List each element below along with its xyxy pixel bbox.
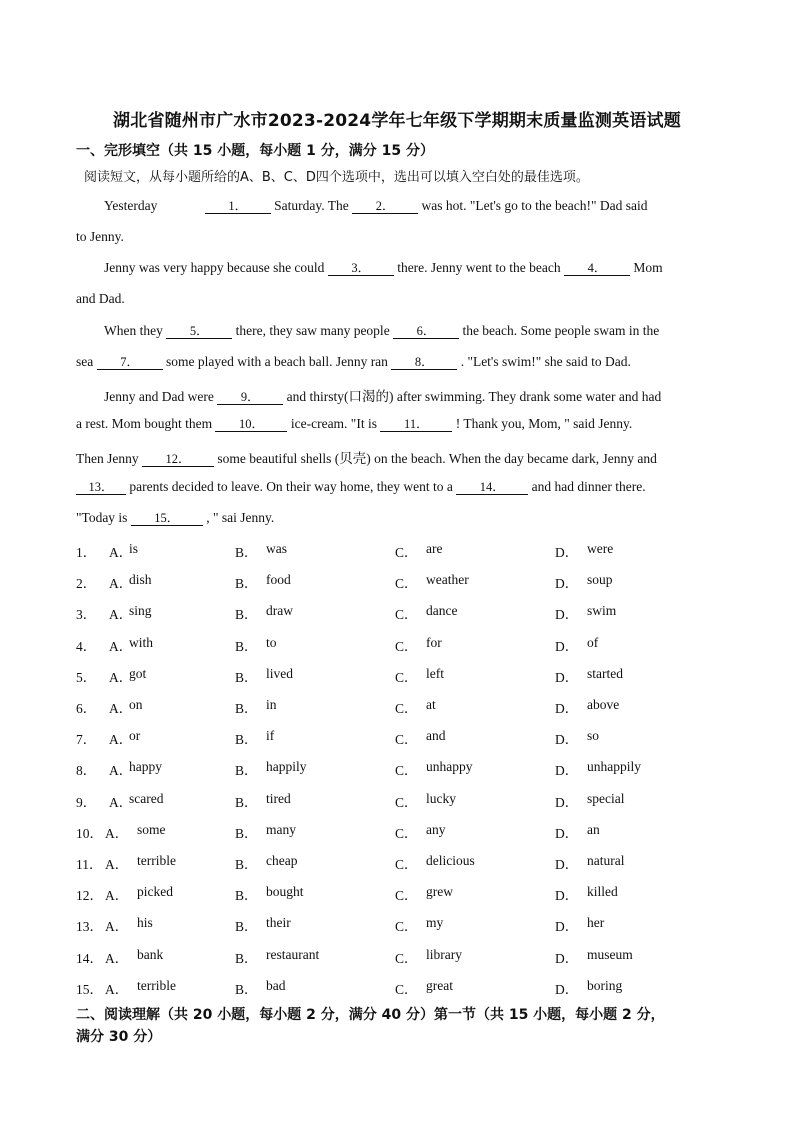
option-text-c: weather (426, 572, 469, 588)
option-letter-c: C． (395, 732, 418, 748)
option-text-d: swim (587, 603, 617, 619)
option-letter-d: D． (555, 638, 579, 654)
option-letter-d: D． (555, 732, 579, 748)
option-text-d: were (587, 541, 614, 556)
option-text-c: my (426, 915, 444, 931)
option-letter-d: D． (555, 763, 579, 779)
option-text-b: tired (266, 790, 291, 806)
option-letter-c: C． (395, 638, 418, 654)
option-text-b: to (266, 634, 277, 650)
question-number: 7． (76, 732, 97, 748)
section2-heading: 二、阅读理解（共 20 小题，每小题 2 分，满分 40 分）第一节（共 15 小题，每小题 2 分， (76, 1007, 665, 1023)
option-text-b: was (266, 541, 287, 556)
option-letter-b: B． (235, 794, 258, 810)
option-text-d: natural (587, 853, 625, 868)
question-number: 6． (76, 701, 97, 716)
option-letter-c: C． (395, 981, 418, 997)
option-text-b: their (266, 915, 291, 931)
option-text-d: of (587, 634, 599, 650)
option-letter-c: C． (395, 888, 418, 904)
blank-1: 1． (205, 199, 271, 214)
option-text-a: picked (137, 884, 173, 900)
option-text-c: for (426, 634, 442, 650)
option-letter-a: A． (109, 576, 133, 592)
blank-2: 2． (352, 199, 418, 214)
blank-13: 13． (76, 480, 126, 495)
passage-line: sea 7． some played with a beach ball. Jenny ran 8． . "Let's swim!" she said to Dad. (76, 354, 631, 369)
option-letter-c: C． (395, 701, 418, 716)
option-text-d: her (587, 915, 605, 931)
blank-9: 9． (217, 390, 283, 405)
passage-line: Jenny and Dad were 9． and thirsty(口渴的) after swimming. They drank some water and had (104, 389, 662, 404)
option-letter-b: B． (235, 638, 258, 654)
option-text-c: and (426, 728, 446, 744)
option-letter-b: B． (235, 857, 258, 872)
option-text-d: special (587, 790, 625, 806)
option-letter-b: B． (235, 950, 258, 966)
blank-3: 3． (328, 261, 394, 276)
blank-14: 14． (456, 480, 528, 495)
option-letter-a: A． (109, 794, 133, 810)
option-text-c: are (426, 541, 443, 556)
option-letter-d: D． (555, 981, 579, 997)
section2-heading-cont: 满分 30 分） (76, 1029, 162, 1045)
option-letter-d: D． (555, 794, 579, 810)
question-number: 2． (76, 576, 97, 592)
option-letter-a: A． (105, 950, 129, 966)
passage-line: When they 5． there, they saw many people 6． the beach. Some people swam in the (104, 323, 660, 338)
option-text-d: killed (587, 884, 618, 900)
option-letter-a: A． (105, 888, 129, 904)
option-letter-d: D． (555, 576, 579, 592)
option-text-b: food (266, 572, 291, 588)
question-number: 1． (76, 545, 97, 560)
option-text-d: so (587, 728, 600, 744)
option-letter-a: A． (109, 545, 133, 560)
option-text-c: at (426, 697, 436, 712)
passage-line: Yesterday 1． Saturday. The 2． was hot. "Let's go to the beach!" Dad said (104, 198, 648, 213)
option-letter-c: C． (395, 825, 418, 841)
option-letter-a: A． (109, 638, 133, 654)
option-letter-d: D． (555, 888, 579, 904)
option-text-a: is (129, 541, 139, 556)
option-letter-b: B． (235, 701, 258, 716)
option-text-c: great (426, 977, 453, 993)
option-text-a: happy (129, 759, 162, 775)
option-letter-b: B． (235, 545, 258, 560)
passage-line: 13． parents decided to leave. On their way home, they went to a 14． and had dinner there. (76, 479, 712, 495)
option-text-d: an (587, 821, 600, 837)
option-text-a: sing (129, 603, 152, 619)
option-letter-d: D． (555, 607, 579, 623)
option-text-d: soup (587, 572, 613, 588)
question-number: 13． (76, 919, 103, 935)
blank-8: 8． (391, 355, 457, 370)
option-text-c: dance (426, 603, 458, 619)
option-text-b: happily (266, 759, 307, 775)
option-text-a: bank (137, 946, 164, 962)
option-letter-a: A． (105, 857, 129, 872)
option-text-a: some (137, 821, 166, 837)
option-text-c: any (426, 821, 446, 837)
option-letter-b: B． (235, 607, 258, 623)
option-letter-d: D． (555, 857, 579, 872)
option-text-b: in (266, 697, 277, 712)
option-text-a: on (129, 697, 143, 712)
option-text-b: cheap (266, 853, 298, 868)
option-letter-c: C． (395, 669, 418, 685)
option-letter-b: B． (235, 763, 258, 779)
question-number: 5． (76, 669, 97, 685)
option-text-b: many (266, 821, 296, 837)
question-number: 8． (76, 763, 97, 779)
option-letter-c: C． (395, 763, 418, 779)
option-text-d: above (587, 697, 620, 712)
question-number: 14． (76, 950, 103, 966)
option-letter-a: A． (105, 825, 129, 841)
question-number: 10． (76, 825, 103, 841)
option-text-b: if (266, 728, 275, 744)
section1-heading: 一、完形填空（共 15 小题，每小题 1 分，满分 15 分） (76, 143, 434, 159)
option-letter-a: A． (105, 919, 129, 935)
option-text-b: restaurant (266, 946, 320, 962)
passage-line: "Today is 15． , " sai Jenny. (76, 510, 275, 525)
option-letter-d: D． (555, 701, 579, 716)
option-letter-a: A． (109, 701, 133, 716)
option-text-b: draw (266, 603, 293, 619)
blank-12: 12． (142, 452, 214, 467)
option-text-c: lucky (426, 790, 456, 806)
option-letter-b: B． (235, 732, 258, 748)
option-letter-b: B． (235, 919, 258, 935)
option-text-b: lived (266, 665, 293, 681)
passage-line: and Dad. (76, 291, 125, 306)
passage-line: Jenny was very happy because she could 3． there. Jenny went to the beach 4． Mom (104, 260, 663, 275)
option-letter-d: D． (555, 950, 579, 966)
option-letter-b: B． (235, 576, 258, 592)
exam-title: 湖北省随州市广水市2023-2024学年七年级下学期期末质量监测英语试题 (113, 111, 681, 131)
option-text-a: terrible (137, 853, 176, 868)
option-letter-a: A． (109, 669, 133, 685)
option-text-d: unhappily (587, 759, 641, 775)
option-letter-c: C． (395, 857, 418, 872)
section1-instruction: 阅读短文，从每小题所给的A、B、C、D四个选项中，选出可以填入空白处的最佳选项。 (84, 170, 589, 185)
blank-11: 11． (380, 417, 452, 432)
option-letter-d: D． (555, 919, 579, 935)
option-letter-d: D． (555, 669, 579, 685)
option-text-c: unhappy (426, 759, 473, 775)
option-text-a: terrible (137, 977, 176, 993)
blank-4: 4． (564, 261, 630, 276)
option-letter-c: C． (395, 607, 418, 623)
option-letter-c: C． (395, 576, 418, 592)
option-text-a: with (129, 634, 154, 650)
option-text-c: left (426, 665, 444, 681)
option-letter-b: B． (235, 669, 258, 685)
option-letter-b: B． (235, 888, 258, 904)
option-text-a: got (129, 665, 147, 681)
question-number: 15． (76, 981, 103, 997)
option-text-a: dish (129, 572, 152, 588)
option-letter-c: C． (395, 950, 418, 966)
option-letter-b: B． (235, 825, 258, 841)
passage-line: a rest. Mom bought them 10． ice-cream. "It is 11． ! Thank you, Mom, " said Jenny. (76, 416, 633, 431)
option-text-d: boring (587, 977, 623, 993)
option-letter-d: D． (555, 825, 579, 841)
option-text-a: or (129, 728, 141, 744)
option-text-c: library (426, 946, 462, 962)
option-text-d: started (587, 665, 623, 681)
passage-line: to Jenny. (76, 229, 124, 244)
blank-7: 7． (97, 355, 163, 370)
option-text-b: bought (266, 884, 304, 900)
option-letter-c: C． (395, 919, 418, 935)
option-text-a: his (137, 915, 153, 931)
option-letter-a: A． (109, 763, 133, 779)
question-number: 3． (76, 607, 97, 623)
blank-5: 5． (166, 324, 232, 339)
option-text-b: bad (266, 977, 286, 993)
option-letter-b: B． (235, 981, 258, 997)
option-text-d: museum (587, 946, 633, 962)
option-letter-c: C． (395, 545, 418, 560)
option-letter-d: D． (555, 545, 579, 560)
question-number: 9． (76, 794, 97, 810)
blank-15: 15． (131, 511, 203, 526)
blank-6: 6． (393, 324, 459, 339)
passage-line: Then Jenny 12． some beautiful shells (贝壳) on the beach. When the day became dark, Jenny and (76, 451, 657, 466)
question-number: 4． (76, 638, 97, 654)
question-number: 11． (76, 857, 103, 872)
option-letter-c: C． (395, 794, 418, 810)
option-letter-a: A． (109, 607, 133, 623)
blank-10: 10． (215, 417, 287, 432)
option-letter-a: A． (109, 732, 133, 748)
option-text-c: delicious (426, 853, 475, 868)
option-letter-a: A． (105, 981, 129, 997)
option-text-a: scared (129, 790, 164, 806)
question-number: 12． (76, 888, 103, 904)
option-text-c: grew (426, 884, 453, 900)
